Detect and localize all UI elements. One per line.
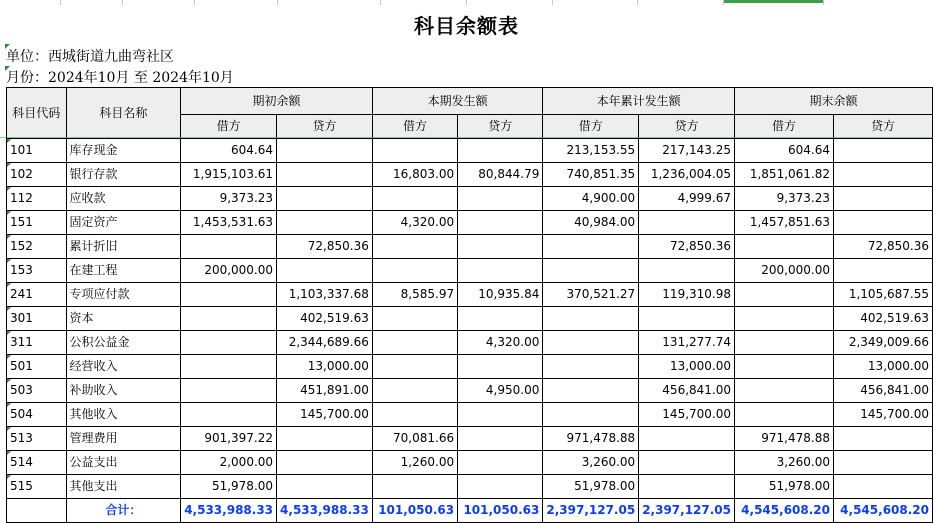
table-row xyxy=(7,187,933,211)
credit-amount-cell[interactable]: 119,310.98 xyxy=(639,283,735,307)
debit-amount-cell[interactable] xyxy=(181,379,277,403)
total-empty-cell[interactable] xyxy=(7,499,67,523)
debit-amount-cell[interactable] xyxy=(181,283,277,307)
header-credit[interactable]: 贷方 xyxy=(458,115,543,139)
table-row xyxy=(7,355,933,379)
debit-amount-cell[interactable]: 40,984.00 xyxy=(543,211,639,235)
credit-amount-cell[interactable]: 2,344,689.66 xyxy=(277,331,373,355)
table-row xyxy=(7,427,933,451)
column-header-strip xyxy=(0,0,933,5)
table-row xyxy=(7,259,933,283)
credit-amount-cell[interactable] xyxy=(277,139,373,163)
table-row xyxy=(7,379,933,403)
debit-amount-cell[interactable] xyxy=(181,235,277,259)
debit-amount-cell[interactable]: 213,153.55 xyxy=(543,139,639,163)
debit-amount-cell[interactable]: 370,521.27 xyxy=(543,283,639,307)
credit-amount-cell[interactable] xyxy=(834,259,933,283)
debit-amount-cell[interactable] xyxy=(372,475,457,499)
cell-marker-icon xyxy=(7,331,11,335)
cell-marker-icon xyxy=(7,307,11,311)
debit-amount-cell[interactable]: 9,373.23 xyxy=(735,187,834,211)
period-line: 月份：2024年10月 至 2024年10月 xyxy=(6,70,234,86)
debit-amount-cell[interactable] xyxy=(372,235,457,259)
header-name[interactable]: 科目名称 xyxy=(66,88,181,139)
credit-amount-cell[interactable]: 402,519.63 xyxy=(834,307,933,331)
freeze-pane-line xyxy=(0,137,933,138)
credit-amount-cell[interactable] xyxy=(834,139,933,163)
credit-amount-cell[interactable] xyxy=(458,187,543,211)
account-code-cell[interactable]: 301 xyxy=(7,307,67,331)
header-credit[interactable]: 贷方 xyxy=(639,115,735,139)
debit-amount-cell[interactable]: 200,000.00 xyxy=(181,259,277,283)
credit-amount-cell[interactable] xyxy=(458,475,543,499)
account-code-cell[interactable]: 101 xyxy=(7,139,67,163)
debit-amount-cell[interactable]: 1,457,851.63 xyxy=(735,211,834,235)
account-code-cell[interactable]: 151 xyxy=(7,211,67,235)
credit-amount-cell[interactable]: 2,349,009.66 xyxy=(834,331,933,355)
total-debit-cell[interactable]: 4,545,608.20 xyxy=(735,499,834,523)
debit-amount-cell[interactable]: 4,900.00 xyxy=(543,187,639,211)
debit-amount-cell[interactable]: 2,000.00 xyxy=(181,451,277,475)
credit-amount-cell[interactable]: 72,850.36 xyxy=(277,235,373,259)
debit-amount-cell[interactable]: 971,478.88 xyxy=(543,427,639,451)
credit-amount-cell[interactable] xyxy=(277,187,373,211)
cell-marker-icon xyxy=(7,451,11,455)
account-name-cell[interactable]: 公积公益金 xyxy=(66,331,181,355)
cell-marker-icon xyxy=(7,139,11,143)
credit-amount-cell[interactable]: 4,999.67 xyxy=(639,187,735,211)
credit-amount-cell[interactable]: 80,844.79 xyxy=(458,163,543,187)
debit-amount-cell[interactable] xyxy=(735,355,834,379)
total-credit-cell[interactable]: 2,397,127.05 xyxy=(639,499,735,523)
credit-amount-cell[interactable] xyxy=(639,211,735,235)
credit-amount-cell[interactable]: 4,950.00 xyxy=(458,379,543,403)
debit-amount-cell[interactable] xyxy=(181,307,277,331)
account-name-cell[interactable]: 补助收入 xyxy=(66,379,181,403)
credit-amount-cell[interactable]: 72,850.36 xyxy=(834,235,933,259)
credit-amount-cell[interactable] xyxy=(834,187,933,211)
cell-marker-icon xyxy=(7,283,11,287)
credit-amount-cell[interactable]: 72,850.36 xyxy=(639,235,735,259)
credit-amount-cell[interactable] xyxy=(458,403,543,427)
cell-marker-icon xyxy=(7,163,11,167)
table-row xyxy=(7,211,933,235)
table-row xyxy=(7,307,933,331)
account-name-cell[interactable]: 资本 xyxy=(66,307,181,331)
debit-amount-cell[interactable]: 200,000.00 xyxy=(735,259,834,283)
header-credit[interactable]: 贷方 xyxy=(277,115,373,139)
debit-amount-cell[interactable] xyxy=(735,379,834,403)
debit-amount-cell[interactable] xyxy=(372,187,457,211)
credit-amount-cell[interactable] xyxy=(639,259,735,283)
account-code-cell[interactable]: 501 xyxy=(7,355,67,379)
cell-marker-icon xyxy=(7,259,11,263)
credit-amount-cell[interactable] xyxy=(277,259,373,283)
credit-amount-cell[interactable]: 217,143.25 xyxy=(639,139,735,163)
header-ytd-amount[interactable]: 本年累计发生额 xyxy=(543,88,735,115)
total-debit-cell[interactable]: 2,397,127.05 xyxy=(543,499,639,523)
credit-amount-cell[interactable] xyxy=(834,427,933,451)
account-code-cell[interactable]: 513 xyxy=(7,427,67,451)
debit-amount-cell[interactable]: 740,851.35 xyxy=(543,163,639,187)
credit-amount-cell[interactable]: 1,103,337.68 xyxy=(277,283,373,307)
total-credit-cell[interactable]: 4,533,988.33 xyxy=(277,499,373,523)
credit-amount-cell[interactable] xyxy=(277,211,373,235)
table-row xyxy=(7,475,933,499)
cell-marker-icon xyxy=(7,475,11,479)
account-name-cell[interactable]: 专项应付款 xyxy=(66,283,181,307)
credit-amount-cell[interactable] xyxy=(458,139,543,163)
total-credit-cell[interactable]: 101,050.63 xyxy=(458,499,543,523)
debit-amount-cell[interactable] xyxy=(543,235,639,259)
account-code-cell[interactable]: 311 xyxy=(7,331,67,355)
unit-line: 单位：西城街道九曲弯社区 xyxy=(6,49,174,65)
account-name-cell[interactable]: 库存现金 xyxy=(66,139,181,163)
debit-amount-cell[interactable]: 901,397.22 xyxy=(181,427,277,451)
debit-amount-cell[interactable] xyxy=(181,403,277,427)
total-debit-cell[interactable]: 101,050.63 xyxy=(372,499,457,523)
credit-amount-cell[interactable] xyxy=(834,451,933,475)
credit-amount-cell[interactable] xyxy=(458,235,543,259)
report-title: 科目余额表 xyxy=(414,14,519,38)
debit-amount-cell[interactable] xyxy=(181,355,277,379)
account-code-cell[interactable]: 504 xyxy=(7,403,67,427)
header-debit[interactable]: 借方 xyxy=(735,115,834,139)
account-name-cell[interactable]: 公益支出 xyxy=(66,451,181,475)
debit-amount-cell[interactable] xyxy=(543,259,639,283)
table-row xyxy=(7,451,933,475)
credit-amount-cell[interactable]: 13,000.00 xyxy=(277,355,373,379)
credit-amount-cell[interactable]: 145,700.00 xyxy=(639,403,735,427)
debit-amount-cell[interactable] xyxy=(735,403,834,427)
debit-amount-cell[interactable] xyxy=(372,139,457,163)
credit-amount-cell[interactable] xyxy=(458,307,543,331)
header-debit[interactable]: 借方 xyxy=(372,115,457,139)
cell-marker-icon xyxy=(7,235,11,239)
debit-amount-cell[interactable] xyxy=(372,331,457,355)
account-name-cell[interactable]: 管理费用 xyxy=(66,427,181,451)
debit-amount-cell[interactable]: 1,915,103.61 xyxy=(181,163,277,187)
debit-amount-cell[interactable] xyxy=(543,307,639,331)
credit-amount-cell[interactable] xyxy=(277,163,373,187)
debit-amount-cell[interactable] xyxy=(735,331,834,355)
credit-amount-cell[interactable] xyxy=(458,355,543,379)
account-name-cell[interactable]: 固定资产 xyxy=(66,211,181,235)
debit-amount-cell[interactable]: 51,978.00 xyxy=(181,475,277,499)
table-row xyxy=(7,235,933,259)
table-row xyxy=(7,283,933,307)
account-name-cell[interactable]: 其他支出 xyxy=(66,475,181,499)
table-row xyxy=(7,403,933,427)
debit-amount-cell[interactable]: 971,478.88 xyxy=(735,427,834,451)
total-label[interactable]: 合计： xyxy=(66,499,181,523)
debit-amount-cell[interactable]: 9,373.23 xyxy=(181,187,277,211)
credit-amount-cell[interactable] xyxy=(639,451,735,475)
credit-amount-cell[interactable]: 10,935.84 xyxy=(458,283,543,307)
debit-amount-cell[interactable]: 1,260.00 xyxy=(372,451,457,475)
debit-amount-cell[interactable] xyxy=(181,331,277,355)
debit-amount-cell[interactable]: 604.64 xyxy=(735,139,834,163)
credit-amount-cell[interactable] xyxy=(458,451,543,475)
debit-amount-cell[interactable]: 1,453,531.63 xyxy=(181,211,277,235)
account-code-cell[interactable]: 153 xyxy=(7,259,67,283)
account-code-cell[interactable]: 112 xyxy=(7,187,67,211)
credit-amount-cell[interactable] xyxy=(639,427,735,451)
cell-marker-icon xyxy=(7,403,11,407)
debit-amount-cell[interactable]: 4,320.00 xyxy=(372,211,457,235)
debit-amount-cell[interactable]: 16,803.00 xyxy=(372,163,457,187)
account-name-cell[interactable]: 其他收入 xyxy=(66,403,181,427)
debit-amount-cell[interactable] xyxy=(543,379,639,403)
account-name-cell[interactable]: 在建工程 xyxy=(66,259,181,283)
account-code-cell[interactable]: 514 xyxy=(7,451,67,475)
debit-amount-cell[interactable]: 51,978.00 xyxy=(735,475,834,499)
header-credit[interactable]: 贷方 xyxy=(834,115,933,139)
debit-amount-cell[interactable] xyxy=(372,403,457,427)
cell-marker-icon xyxy=(7,355,11,359)
table-row xyxy=(7,331,933,355)
debit-amount-cell[interactable]: 604.64 xyxy=(181,139,277,163)
credit-amount-cell[interactable]: 1,105,687.55 xyxy=(834,283,933,307)
credit-amount-cell[interactable] xyxy=(458,427,543,451)
credit-amount-cell[interactable]: 13,000.00 xyxy=(639,355,735,379)
account-code-cell[interactable]: 515 xyxy=(7,475,67,499)
account-code-cell[interactable]: 241 xyxy=(7,283,67,307)
credit-amount-cell[interactable]: 402,519.63 xyxy=(277,307,373,331)
credit-amount-cell[interactable]: 145,700.00 xyxy=(834,403,933,427)
balance-table xyxy=(6,87,933,523)
debit-amount-cell[interactable]: 70,081.66 xyxy=(372,427,457,451)
account-name-cell[interactable]: 经营收入 xyxy=(66,355,181,379)
debit-amount-cell[interactable] xyxy=(372,259,457,283)
header-code[interactable]: 科目代码 xyxy=(7,88,67,139)
cell-marker-icon xyxy=(7,379,11,383)
debit-amount-cell[interactable] xyxy=(543,331,639,355)
account-name-cell[interactable]: 应收款 xyxy=(66,187,181,211)
debit-amount-cell[interactable] xyxy=(372,379,457,403)
debit-amount-cell[interactable] xyxy=(372,307,457,331)
credit-amount-cell[interactable]: 131,277.74 xyxy=(639,331,735,355)
credit-amount-cell[interactable]: 1,236,004.05 xyxy=(639,163,735,187)
credit-amount-cell[interactable] xyxy=(834,163,933,187)
header-opening-balance[interactable]: 期初余额 xyxy=(181,88,373,115)
header-period-amount[interactable]: 本期发生额 xyxy=(372,88,543,115)
debit-amount-cell[interactable] xyxy=(735,307,834,331)
total-row xyxy=(7,499,933,523)
debit-amount-cell[interactable] xyxy=(735,283,834,307)
account-name-cell[interactable]: 累计折旧 xyxy=(66,235,181,259)
credit-amount-cell[interactable] xyxy=(834,211,933,235)
credit-amount-cell[interactable] xyxy=(639,307,735,331)
debit-amount-cell[interactable] xyxy=(372,355,457,379)
credit-amount-cell[interactable] xyxy=(277,427,373,451)
debit-amount-cell[interactable] xyxy=(543,403,639,427)
credit-amount-cell[interactable]: 13,000.00 xyxy=(834,355,933,379)
debit-amount-cell[interactable] xyxy=(735,235,834,259)
debit-amount-cell[interactable]: 3,260.00 xyxy=(543,451,639,475)
table-row xyxy=(7,139,933,163)
total-credit-cell[interactable]: 4,545,608.20 xyxy=(834,499,933,523)
credit-amount-cell[interactable] xyxy=(458,259,543,283)
account-code-cell[interactable]: 152 xyxy=(7,235,67,259)
credit-amount-cell[interactable]: 451,891.00 xyxy=(277,379,373,403)
debit-amount-cell[interactable] xyxy=(543,355,639,379)
credit-amount-cell[interactable]: 456,841.00 xyxy=(834,379,933,403)
account-code-cell[interactable]: 503 xyxy=(7,379,67,403)
cell-marker-icon xyxy=(7,211,11,215)
credit-amount-cell[interactable] xyxy=(458,211,543,235)
cell-marker-icon xyxy=(7,187,11,191)
debit-amount-cell[interactable]: 8,585.97 xyxy=(372,283,457,307)
account-name-cell[interactable]: 银行存款 xyxy=(66,163,181,187)
selected-column-marker xyxy=(724,0,823,3)
cell-marker-icon xyxy=(7,427,11,431)
debit-amount-cell[interactable]: 1,851,061.82 xyxy=(735,163,834,187)
credit-amount-cell[interactable] xyxy=(834,475,933,499)
credit-amount-cell[interactable]: 145,700.00 xyxy=(277,403,373,427)
total-debit-cell[interactable]: 4,533,988.33 xyxy=(181,499,277,523)
header-closing-balance[interactable]: 期末余额 xyxy=(735,88,933,115)
credit-amount-cell[interactable] xyxy=(277,475,373,499)
debit-amount-cell[interactable]: 3,260.00 xyxy=(735,451,834,475)
credit-amount-cell[interactable] xyxy=(277,451,373,475)
account-code-cell[interactable]: 102 xyxy=(7,163,67,187)
debit-amount-cell[interactable]: 51,978.00 xyxy=(543,475,639,499)
credit-amount-cell[interactable] xyxy=(639,475,735,499)
table-row xyxy=(7,163,933,187)
credit-amount-cell[interactable]: 4,320.00 xyxy=(458,331,543,355)
header-debit[interactable]: 借方 xyxy=(543,115,639,139)
header-debit[interactable]: 借方 xyxy=(181,115,277,139)
credit-amount-cell[interactable]: 456,841.00 xyxy=(639,379,735,403)
